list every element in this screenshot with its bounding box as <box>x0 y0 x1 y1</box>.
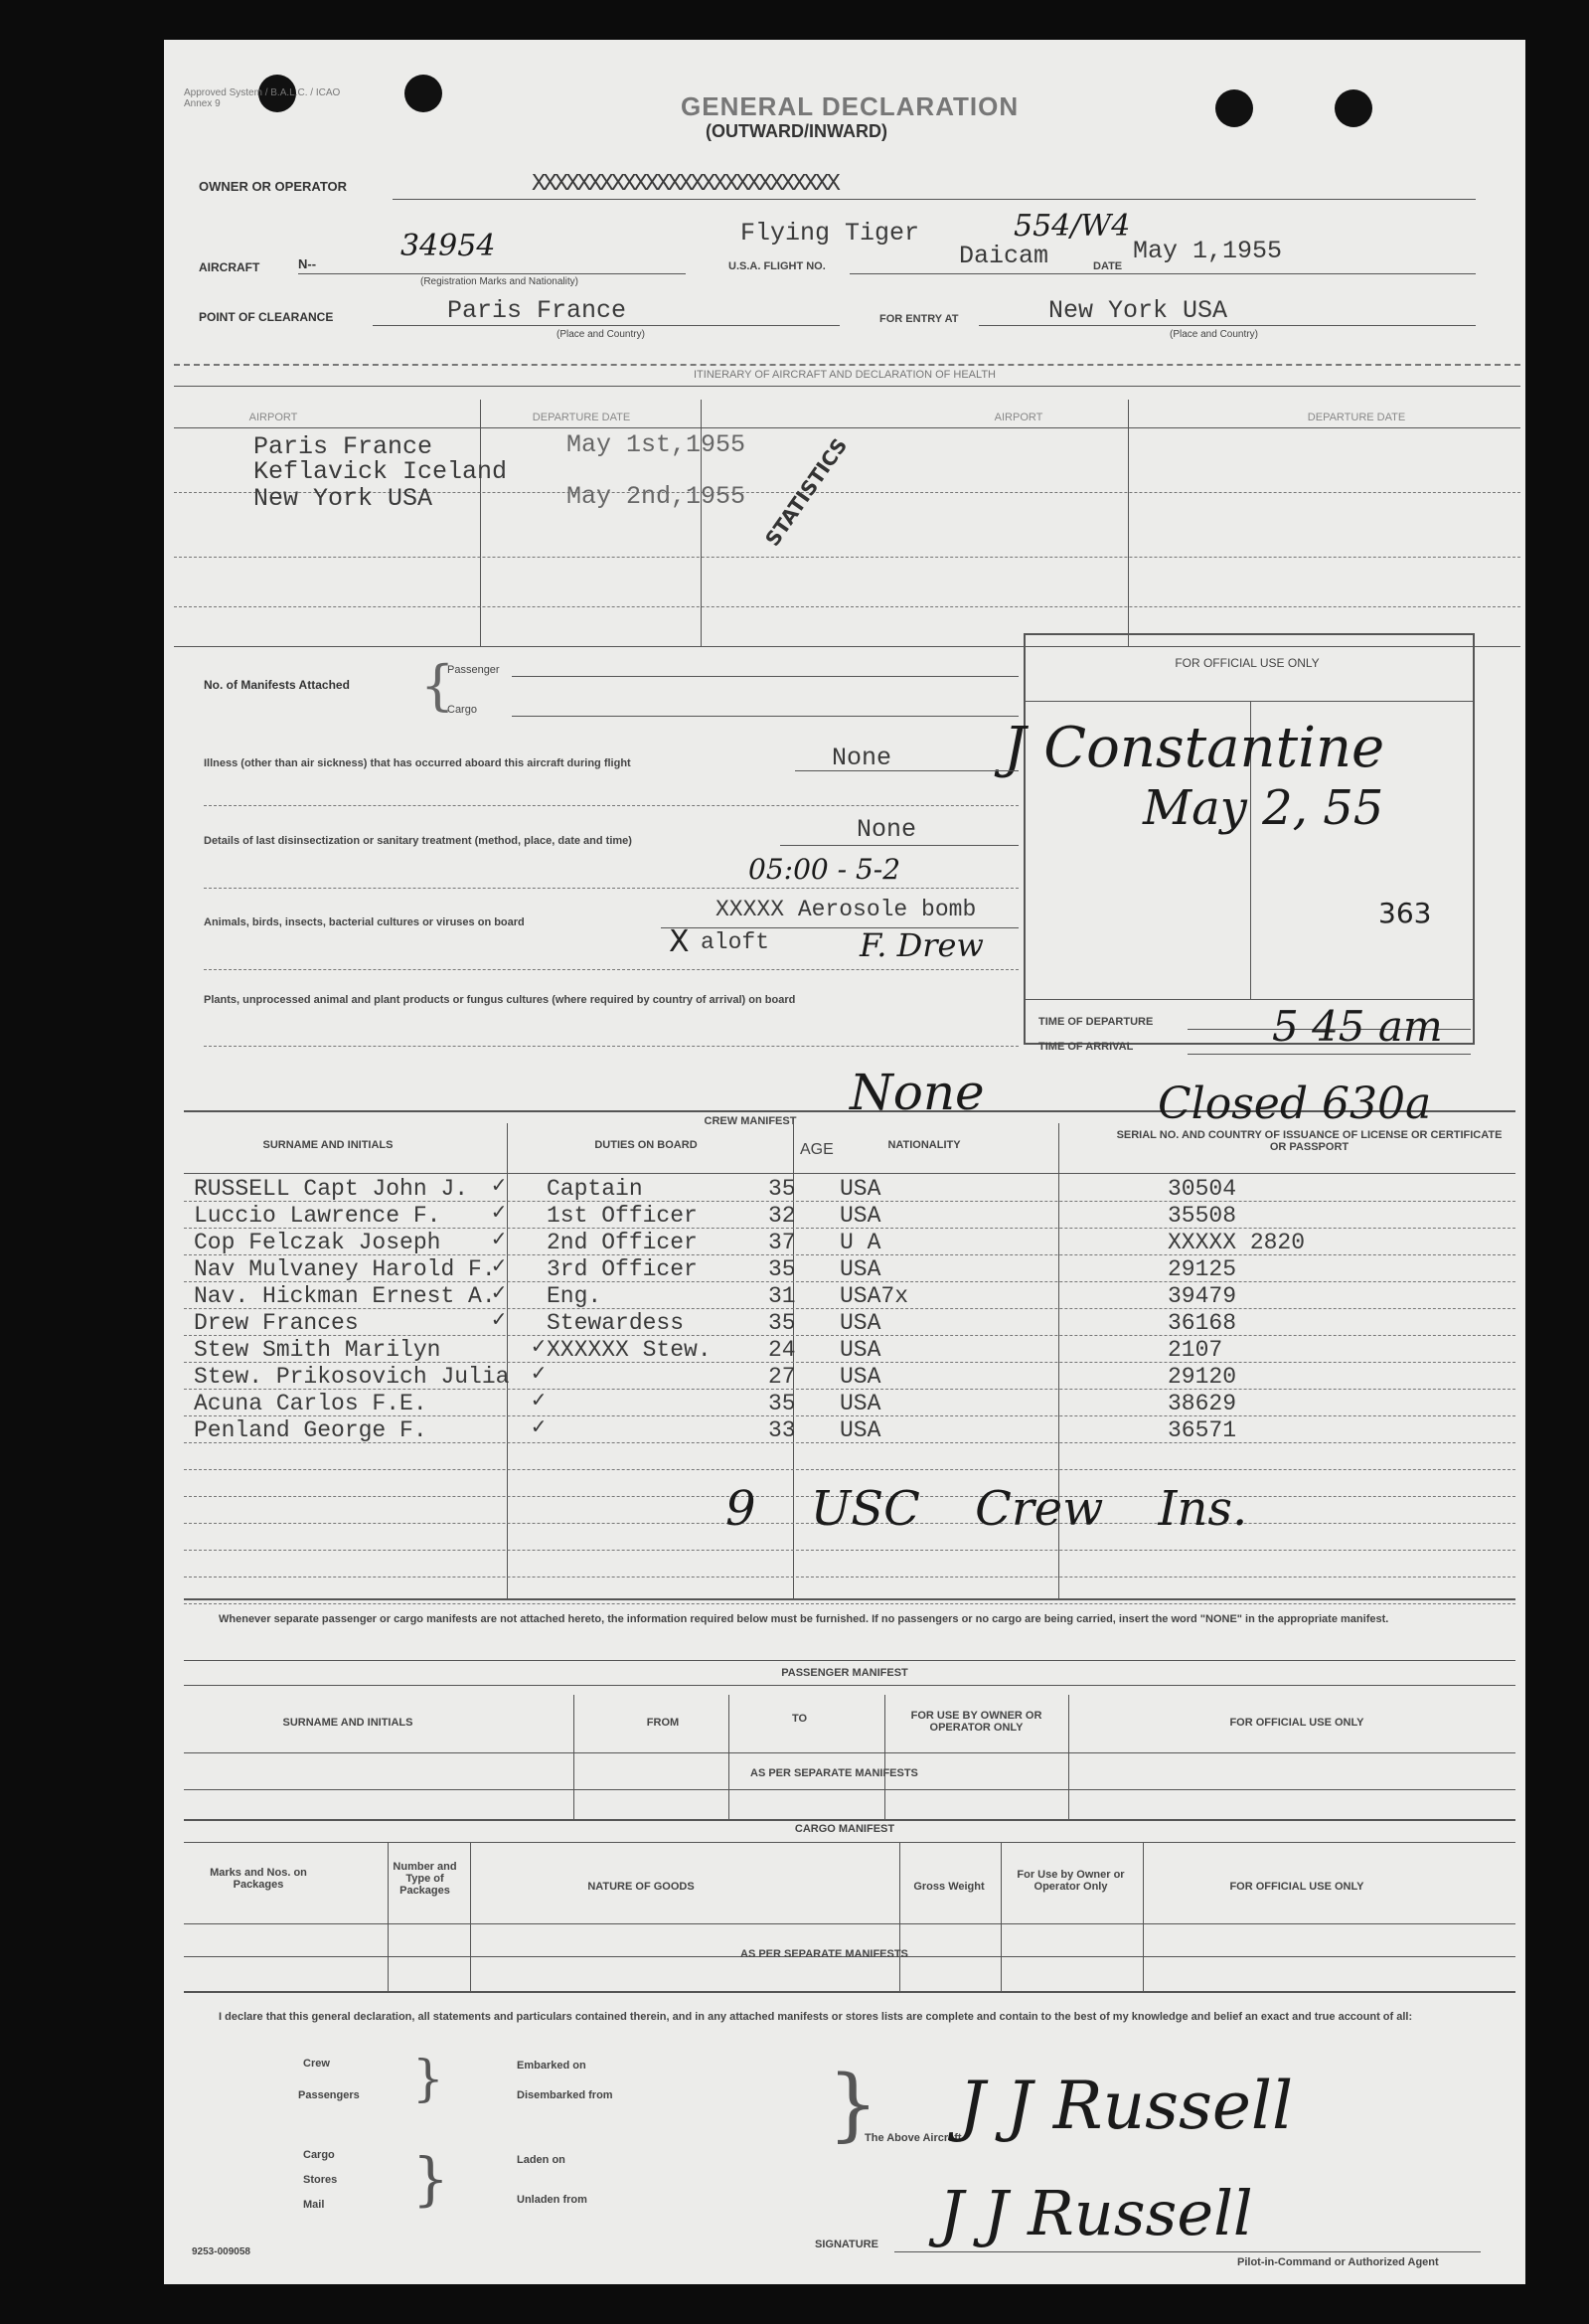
crew-row-line <box>184 1254 1515 1255</box>
form-title: GENERAL DECLARATION <box>681 91 1020 121</box>
passenger-top-rule <box>184 1660 1515 1661</box>
crew-nat: USA <box>840 1256 881 1282</box>
date-value: May 1,1955 <box>1133 237 1283 265</box>
approval-note: Approved System / B.A.L.C. / ICAO Annex 9 <box>184 87 341 109</box>
itinerary-row-line <box>174 557 1520 558</box>
crew-age: 35 <box>768 1176 796 1202</box>
crew-serial: 35508 <box>1168 1203 1237 1229</box>
clearance-value: Paris France <box>447 296 627 325</box>
crew-row-line <box>184 1362 1515 1363</box>
crew-row-line <box>184 1201 1515 1202</box>
flight-value: Daicam <box>959 242 1049 270</box>
crew-col-serial: SERIAL NO. AND COUNTRY OF ISSUANCE OF LICENSE OR CERTIFICATE OR PASSPORT <box>1116 1129 1503 1153</box>
crew-row <box>194 1280 1515 1310</box>
crew-name: Penland George F. <box>194 1417 427 1443</box>
passenger-col-official: FOR OFFICIAL USE ONLY <box>1229 1717 1364 1729</box>
decl-laden: Laden on <box>517 2154 565 2166</box>
crew-age: 35 <box>768 1391 796 1416</box>
crew-row <box>194 1361 1515 1391</box>
crew-age: 35 <box>768 1310 796 1336</box>
decl-cargo: Cargo <box>303 2149 335 2161</box>
passenger-bottom-rule <box>184 1819 1515 1821</box>
decl-embarked: Embarked on <box>517 2060 586 2072</box>
passenger-col-owner: FOR USE BY OWNER OR OPERATOR ONLY <box>910 1710 1042 1734</box>
clearance-caption: (Place and Country) <box>556 329 645 340</box>
passenger-divider <box>728 1695 729 1819</box>
check-mark-icon: ✓ <box>532 1388 546 1413</box>
signature-hand: J J Russell <box>959 2068 1294 2144</box>
form-subtitle: (OUTWARD/INWARD) <box>706 121 887 141</box>
crew-row <box>194 1253 1515 1283</box>
decl-unladen: Unladen from <box>517 2194 587 2206</box>
cargo-col-nature: NATURE OF GOODS <box>587 1881 695 1893</box>
punch-hole <box>1215 89 1253 127</box>
crew-serial: XXXXX 2820 <box>1168 1230 1306 1255</box>
crew-serial: 2107 <box>1168 1337 1223 1363</box>
statistics-stamp: STATISTICS <box>760 433 853 551</box>
crew-name: Drew Frances <box>194 1310 359 1336</box>
itinerary-col-airport: AIRPORT <box>248 412 298 423</box>
crew-age: 35 <box>768 1256 796 1282</box>
crew-col-nat: NATIONALITY <box>887 1139 961 1151</box>
cargo-divider <box>1001 1842 1002 1991</box>
crew-row <box>194 1307 1515 1337</box>
plants-label: Plants, unprocessed animal and plant products or fungus cultures (where required by country of arrival) on board <box>204 994 796 1006</box>
crew-row <box>194 1334 1515 1364</box>
illness-label: Illness (other than air sickness) that has occurred aboard this aircraft during flight <box>204 757 631 769</box>
itinerary-divider <box>1128 400 1129 646</box>
passenger-count-line <box>512 676 1019 677</box>
crew-age: 31 <box>768 1283 796 1309</box>
crew-serial: 36168 <box>1168 1310 1237 1336</box>
passenger-col-name: SURNAME AND INITIALS <box>282 1717 413 1729</box>
cargo-title: CARGO MANIFEST <box>794 1823 895 1835</box>
cargo-col-number: Number and Type of Packages <box>393 1861 457 1897</box>
official-title: FOR OFFICIAL USE ONLY <box>1175 656 1320 670</box>
passenger-title: PASSENGER MANIFEST <box>781 1667 908 1679</box>
closed-note: Closed 630a <box>1158 1079 1432 1129</box>
cargo-bottom-rule <box>184 1991 1515 1993</box>
crew-row-line <box>184 1442 1515 1443</box>
official-number: 363 <box>1378 897 1432 929</box>
crew-col-name: SURNAME AND INITIALS <box>262 1139 394 1151</box>
check-mark-icon: ✓ <box>492 1307 506 1333</box>
crew-header-rule <box>184 1173 1515 1174</box>
crew-age: 33 <box>768 1417 796 1443</box>
crew-duty: 1st Officer <box>547 1203 698 1229</box>
passenger-divider <box>573 1695 574 1819</box>
owner-value: XXXXXXXXXXXXXXXXXXXXXXXXXXX <box>532 171 838 198</box>
itinerary-col-date: DEPARTURE DATE <box>532 412 631 423</box>
arrival-line <box>1188 1054 1471 1055</box>
owner-below: Flying Tiger <box>740 219 920 248</box>
itinerary-date-1: May 1st,1955 <box>566 430 746 459</box>
itinerary-top-rule <box>174 364 1520 366</box>
registration-caption: (Registration Marks and Nationality) <box>420 276 578 287</box>
itinerary-date-3: May 2nd,1955 <box>566 482 746 511</box>
itinerary-airport-1: Paris France <box>253 432 433 461</box>
cargo-count-label: Cargo <box>447 704 477 716</box>
signature-label: SIGNATURE <box>815 2239 878 2250</box>
crew-bottom-rule <box>184 1598 1515 1600</box>
crew-name: Nav Mulvaney Harold F. <box>194 1256 496 1282</box>
crew-row-line <box>184 1308 1515 1309</box>
crew-name: Stew Smith Marilyn <box>194 1337 441 1363</box>
itinerary-divider <box>480 400 481 646</box>
crew-nat: USA7x <box>840 1283 909 1309</box>
cargo-header-bottom <box>184 1923 1515 1924</box>
flight-line <box>850 273 1476 274</box>
crew-duty: 3rd Officer <box>547 1256 698 1282</box>
crew-serial: 30504 <box>1168 1176 1237 1202</box>
animals-value-2: aloft <box>701 929 770 955</box>
check-mark-icon: ✓ <box>532 1414 546 1440</box>
animals-value: XXXXX Aerosole bomb <box>715 897 977 922</box>
itinerary-col-airport-2: AIRPORT <box>994 412 1043 423</box>
arrival-time-label: TIME OF ARRIVAL <box>1038 1041 1134 1053</box>
passenger-header-bottom <box>184 1752 1515 1753</box>
decl-brace-3: } <box>828 2058 878 2150</box>
owner-label: OWNER OR OPERATOR <box>199 179 348 194</box>
crew-nat: USA <box>840 1391 881 1416</box>
crew-duty: Captain <box>547 1176 643 1202</box>
owner-line <box>393 199 1476 200</box>
entry-line <box>979 325 1476 326</box>
official-rule <box>1024 701 1473 702</box>
itinerary-airport-3: New York USA <box>253 484 433 513</box>
disinsect-label: Details of last disinsectization or sanitary treatment (method, place, date and time) <box>204 835 632 847</box>
entry-caption: (Place and Country) <box>1170 329 1258 340</box>
illness-line <box>795 770 1019 771</box>
crew-nat: USA <box>840 1310 881 1336</box>
crew-row-line <box>184 1335 1515 1336</box>
crew-row-line <box>184 1603 1515 1604</box>
crew-name: Luccio Lawrence F. <box>194 1203 441 1229</box>
decl-mail: Mail <box>303 2199 325 2211</box>
itinerary-airport-2: Keflavick Iceland <box>253 457 508 486</box>
decl-passengers: Passengers <box>298 2089 360 2101</box>
manifests-brace: { <box>420 654 455 717</box>
decl-above: The Above Aircraft <box>865 2132 962 2144</box>
aircraft-label: AIRCRAFT <box>199 260 260 274</box>
passenger-header-top <box>184 1685 1515 1686</box>
illness-line-2 <box>204 805 1019 806</box>
animals-x-mark: X <box>669 924 690 959</box>
crew-age: 24 <box>768 1337 796 1363</box>
check-mark-icon: ✓ <box>492 1200 506 1226</box>
entry-label: FOR ENTRY AT <box>879 313 959 325</box>
animals-hand: F. Drew <box>860 926 984 964</box>
clearance-label: POINT OF CLEARANCE <box>199 310 334 324</box>
entry-value: New York USA <box>1048 296 1228 325</box>
official-date-hand: May 2, 55 <box>1143 780 1384 836</box>
check-mark-icon: ✓ <box>492 1280 506 1306</box>
check-mark-icon: ✓ <box>532 1361 546 1387</box>
manifests-label: No. of Manifests Attached <box>204 678 350 692</box>
passenger-divider <box>884 1695 885 1819</box>
crew-duty: 2nd Officer <box>547 1230 698 1255</box>
signature-hand-2: J J Russell <box>939 2177 1253 2249</box>
crew-age: 32 <box>768 1203 796 1229</box>
aircraft-line <box>298 273 686 274</box>
passenger-divider <box>1068 1695 1069 1819</box>
plants-hand: None <box>850 1064 985 1121</box>
crew-row-line <box>184 1415 1515 1416</box>
manifest-notice: Whenever separate passenger or cargo manifests are not attached hereto, the information required below must be furnished. If no passengers or no cargo are being carried, insert the word "NONE" in the appropriate manifest. <box>219 1613 1389 1625</box>
passenger-count-label: Passenger <box>447 664 500 676</box>
crew-row-line <box>184 1228 1515 1229</box>
declaration-form <box>164 40 1525 2284</box>
crew-note-hand: 9 USC Crew Ins. <box>725 1481 1248 1537</box>
flight-label: U.S.A. FLIGHT NO. <box>728 260 826 272</box>
illness-value: None <box>832 744 892 772</box>
animals-line <box>661 927 1019 928</box>
crew-nat: USA <box>840 1337 881 1363</box>
crew-serial: 29125 <box>1168 1256 1237 1282</box>
passenger-row-line <box>184 1789 1515 1790</box>
aircraft-prefix: N-- <box>298 256 317 271</box>
decl-crew: Crew <box>303 2058 330 2070</box>
passenger-col-from: FROM <box>646 1717 680 1729</box>
crew-serial: 39479 <box>1168 1283 1237 1309</box>
itinerary-col-date-2: DEPARTURE DATE <box>1307 412 1406 423</box>
arrival-value: 5 45 am <box>1272 1002 1443 1051</box>
crew-row-line <box>184 1389 1515 1390</box>
cargo-col-owner: For Use by Owner or Operator Only <box>1017 1869 1125 1893</box>
decl-brace-2: } <box>412 2145 449 2213</box>
crew-serial: 38629 <box>1168 1391 1237 1416</box>
departure-time-label: TIME OF DEPARTURE <box>1038 1016 1154 1028</box>
crew-row <box>194 1227 1515 1256</box>
cargo-divider <box>470 1842 471 1991</box>
crew-name: RUSSELL Capt John J. <box>194 1176 469 1202</box>
date-label: DATE <box>1093 260 1123 272</box>
form-number: 9253-009058 <box>192 2246 250 2257</box>
cargo-header-top <box>184 1842 1515 1843</box>
plants-line <box>204 1046 1019 1047</box>
official-box <box>1024 633 1475 1045</box>
pilot-label: Pilot-in-Command or Authorized Agent <box>1237 2256 1439 2268</box>
check-mark-icon: ✓ <box>532 1334 546 1360</box>
crew-row-line <box>184 1550 1515 1551</box>
crew-nat: USA <box>840 1417 881 1443</box>
crew-duty: XXXXXX Stew. <box>547 1337 712 1363</box>
itinerary-title: ITINERARY OF AIRCRAFT AND DECLARATION OF HEALTH <box>694 369 996 381</box>
declaration-text: I declare that this general declaration, all statements and particulars contained therein, and in any attached manifests or stores lists are complete and contain to the best of my knowledge and belief an exact and true account of all: <box>219 2011 1413 2023</box>
official-signature: J Constantine <box>1004 716 1385 780</box>
cargo-separate: AS PER SEPARATE MANIFESTS <box>740 1948 908 1960</box>
decl-brace: } <box>412 2050 444 2107</box>
crew-nat: USA <box>840 1203 881 1229</box>
check-mark-icon: ✓ <box>492 1173 506 1199</box>
crew-nat: U A <box>840 1230 881 1255</box>
check-mark-icon: ✓ <box>492 1253 506 1279</box>
cargo-divider <box>899 1842 900 1991</box>
disinsect-line-2 <box>204 888 1019 889</box>
crew-name: Nav. Hickman Ernest A. <box>194 1283 496 1309</box>
passenger-separate: AS PER SEPARATE MANIFESTS <box>750 1767 918 1779</box>
cargo-divider <box>388 1842 389 1991</box>
official-bottom-rule <box>1024 999 1473 1000</box>
flight-hand: 554/W4 <box>1014 209 1131 244</box>
cargo-count-line <box>512 716 1019 717</box>
animals-line-2 <box>204 969 1019 970</box>
crew-row <box>194 1388 1515 1417</box>
passenger-col-to: TO <box>792 1713 808 1725</box>
itinerary-header-bottom <box>174 427 1520 428</box>
signature-line <box>894 2251 1481 2252</box>
crew-row <box>194 1200 1515 1230</box>
crew-col-age: AGE <box>800 1141 834 1158</box>
cargo-divider <box>1143 1842 1144 1991</box>
crew-duty: Stewardess <box>547 1310 685 1336</box>
crew-col-duties: DUTIES ON BOARD <box>594 1139 698 1151</box>
crew-row-line <box>184 1281 1515 1282</box>
crew-title: CREW MANIFEST <box>704 1115 797 1127</box>
disinsect-line <box>780 845 1019 846</box>
disinsect-hand: 05:00 - 5-2 <box>748 853 901 886</box>
crew-serial: 29120 <box>1168 1364 1237 1390</box>
aircraft-value: 34954 <box>400 229 496 263</box>
decl-stores: Stores <box>303 2174 338 2186</box>
crew-duty: Eng. <box>547 1283 602 1309</box>
cargo-col-official: FOR OFFICIAL USE ONLY <box>1229 1881 1364 1893</box>
itinerary-row-line <box>174 606 1520 607</box>
crew-serial: 36571 <box>1168 1417 1237 1443</box>
crew-age: 27 <box>768 1364 796 1390</box>
crew-nat: USA <box>840 1176 881 1202</box>
check-mark-icon: ✓ <box>492 1227 506 1252</box>
crew-name: Acuna Carlos F.E. <box>194 1391 427 1416</box>
decl-disembarked: Disembarked from <box>517 2089 613 2101</box>
crew-name: Cop Felczak Joseph <box>194 1230 441 1255</box>
cargo-col-marks: Marks and Nos. on Packages <box>210 1867 307 1891</box>
clearance-line <box>373 325 840 326</box>
crew-row <box>194 1414 1515 1444</box>
cargo-col-weight: Gross Weight <box>913 1881 985 1893</box>
punch-hole <box>1335 89 1372 127</box>
crew-row <box>194 1173 1515 1203</box>
crew-nat: USA <box>840 1364 881 1390</box>
animals-label: Animals, birds, insects, bacterial cultures or viruses on board <box>204 916 525 928</box>
itinerary-header-top <box>174 386 1520 387</box>
crew-row-line <box>184 1469 1515 1470</box>
disinsect-value: None <box>857 815 917 844</box>
crew-age: 37 <box>768 1230 796 1255</box>
crew-name: Stew. Prikosovich Julia <box>194 1364 510 1390</box>
punch-hole <box>404 75 442 112</box>
